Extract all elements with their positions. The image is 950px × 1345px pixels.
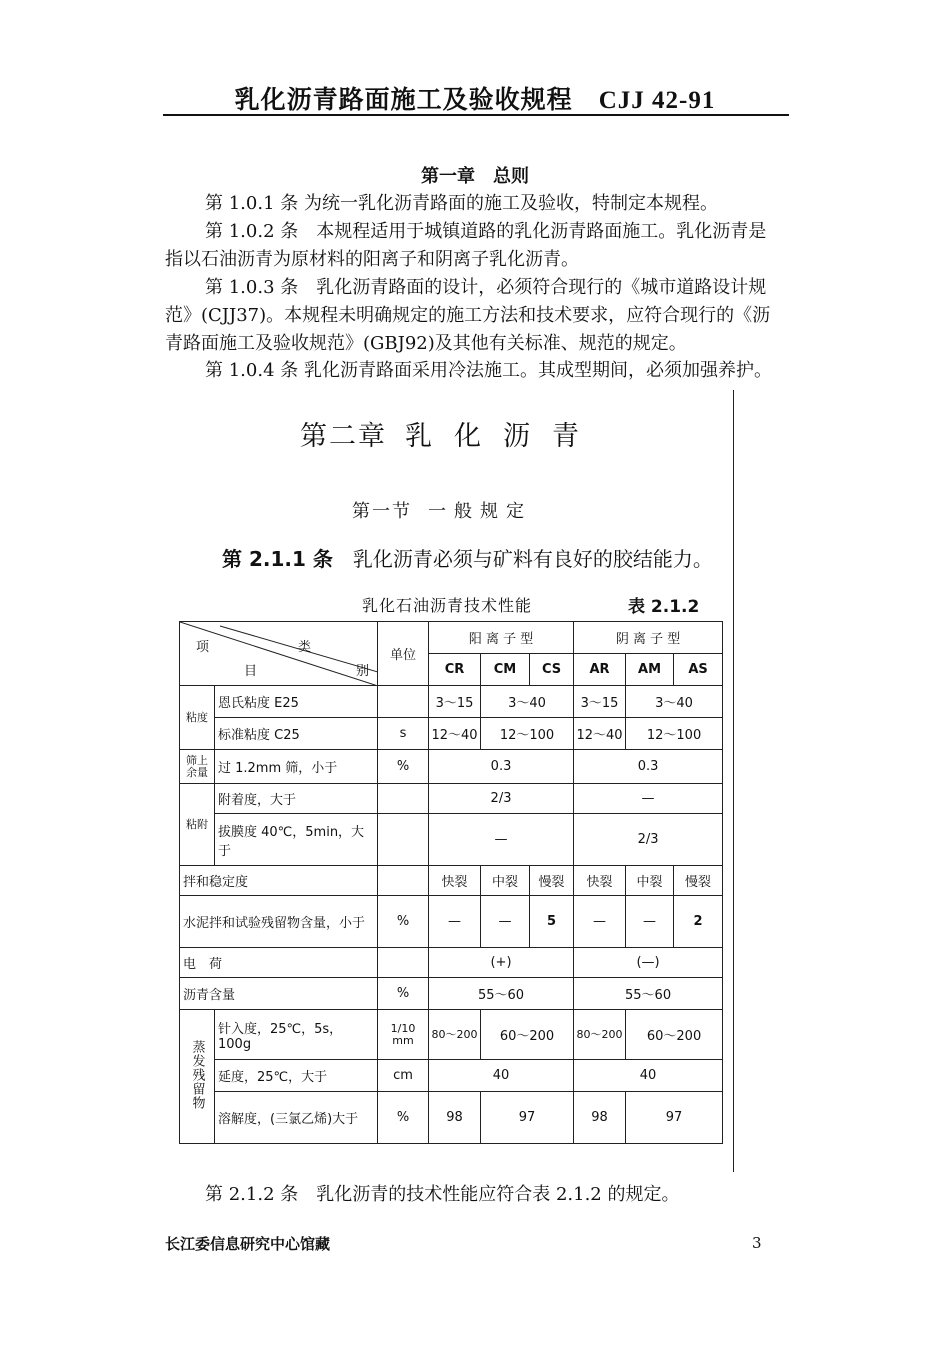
table-cell: 12～40 [574, 718, 626, 750]
table-number: 表 2.1.2 [628, 597, 700, 617]
footer-organization: 长江委信息研究中心馆藏 [165, 1235, 331, 1253]
table-cell: 2 [674, 896, 723, 948]
group-viscosity: 粘度 [180, 686, 215, 750]
chapter2-heading: 第二章 乳化沥青 [300, 421, 601, 452]
table-cell: 98 [574, 1092, 626, 1144]
diagonal-lines [180, 622, 378, 686]
article-1-0-3-line3: 青路面施工及验收规范》(GBJ92)及其他有关标准、规范的规定。 [165, 333, 687, 354]
table-caption: 乳化石油沥青技术性能 [362, 596, 533, 615]
table-cell: 1/10 mm [378, 1010, 429, 1060]
table-cell: 快裂 [429, 866, 481, 896]
table-cell: 3～15 [429, 686, 481, 718]
type-cm: CM [481, 654, 530, 686]
scan-edge-line [733, 390, 734, 1172]
group-evaporation: 蒸发残留物 [180, 1010, 215, 1144]
article-1-0-2-line1: 第 1.0.2 条 本规程适用于城镇道路的乳化沥青路面施工。乳化沥青是 [205, 221, 767, 242]
type-cs: CS [530, 654, 574, 686]
table-cell: 12～100 [481, 718, 574, 750]
table-cell: 快裂 [574, 866, 626, 896]
table-cell: % [378, 978, 429, 1010]
article-1-0-2-line2: 指以石油沥青为原材料的阳离子和阴离子乳化沥青。 [165, 249, 579, 270]
table-cell: 60～200 [481, 1010, 574, 1060]
cationic-header: 阳 离 子 型 [429, 622, 574, 654]
sieve-label: 过 1.2mm 筛，小于 [215, 750, 378, 784]
standard-code: CJJ 42-91 [598, 87, 716, 114]
anionic-header: 阴 离 子 型 [574, 622, 723, 654]
table-cell: 5 [530, 896, 574, 948]
adhesion-label: 附着度，大于 [215, 784, 378, 814]
charge-label: 电 荷 [180, 948, 378, 978]
type-ar: AR [574, 654, 626, 686]
table-cell: (—) [574, 948, 723, 978]
table-cell: 3～40 [481, 686, 574, 718]
type-am: AM [626, 654, 674, 686]
table-cell: s [378, 718, 429, 750]
chapter1-heading: 第一章 总则 [421, 166, 529, 187]
table-cell: (+) [429, 948, 574, 978]
table-cell: 12～40 [429, 718, 481, 750]
ductility-label: 延度，25℃，大于 [215, 1060, 378, 1092]
article-1-0-3-line1: 第 1.0.3 条 乳化沥青路面的设计，必须符合现行的《城市道路设计规 [205, 277, 767, 298]
table-cell: 3～40 [626, 686, 723, 718]
table-cell: 40 [429, 1060, 574, 1092]
table-cell: 3～15 [574, 686, 626, 718]
asphalt-content-label: 沥青含量 [180, 978, 378, 1010]
table-cell: 慢裂 [530, 866, 574, 896]
solubility-label: 溶解度，(三氯乙烯)大于 [215, 1092, 378, 1144]
std-viscosity-label: 标准粘度 C25 [215, 718, 378, 750]
table-cell: — [481, 896, 530, 948]
table-cell: 中裂 [626, 866, 674, 896]
title-text: 乳化沥青路面施工及验收规程 [234, 85, 573, 114]
mix-stability-label: 拌和稳定度 [180, 866, 378, 896]
engler-label: 恩氏粘度 E25 [215, 686, 378, 718]
emulsion-spec-table [179, 621, 723, 1144]
article-1-0-1: 第 1.0.1 条 为统一乳化沥青路面的施工及验收，特制定本规程。 [205, 193, 718, 214]
table-cell: 98 [429, 1092, 481, 1144]
table-cell: — [429, 814, 574, 866]
table-cell: cm [378, 1060, 429, 1092]
table-cell: — [626, 896, 674, 948]
table-cell: 中裂 [481, 866, 530, 896]
cement-test-label: 水泥拌和试验残留物含量，小于 [180, 896, 378, 948]
group-adhesion: 粘附 [180, 784, 215, 866]
table-cell: % [378, 896, 429, 948]
type-cr: CR [429, 654, 481, 686]
table-cell: 12～100 [626, 718, 723, 750]
table-cell: — [574, 896, 626, 948]
header-rule [163, 114, 789, 116]
table-cell: — [574, 784, 723, 814]
table-cell: 80～200 [429, 1010, 481, 1060]
diagonal-header-cell: 项 类 目 别 [180, 622, 378, 686]
table-cell: 慢裂 [674, 866, 723, 896]
film-label: 拔膜度 40℃，5min，大于 [215, 814, 378, 866]
table-cell: 0.3 [429, 750, 574, 784]
section1-heading: 第一节 一般规定 [352, 501, 532, 522]
table-cell: 2/3 [429, 784, 574, 814]
table-cell: 80～200 [574, 1010, 626, 1060]
table-cell: 60～200 [626, 1010, 723, 1060]
group-residue: 筛上余量 [180, 750, 215, 784]
table-cell: 40 [574, 1060, 723, 1092]
type-as: AS [674, 654, 723, 686]
penetration-label: 针入度，25℃，5s，100g [215, 1010, 378, 1060]
document-title [0, 80, 950, 116]
page-number: 3 [752, 1234, 762, 1252]
table-cell: 97 [626, 1092, 723, 1144]
unit-header: 单位 [378, 622, 429, 686]
table-cell: — [429, 896, 481, 948]
article-1-0-3-line2: 范》(CJJ37)。本规程未明确规定的施工方法和技术要求，应符合现行的《沥 [165, 305, 771, 326]
table-cell: 2/3 [574, 814, 723, 866]
table-cell: 97 [481, 1092, 574, 1144]
table-cell: 55～60 [574, 978, 723, 1010]
table-cell: % [378, 750, 429, 784]
article-2-1-1: 第 2.1.1 条 乳化沥青必须与矿料有良好的胶结能力。 [222, 547, 713, 571]
article-1-0-4: 第 1.0.4 条 乳化沥青路面采用冷法施工。其成型期间，必须加强养护。 [205, 360, 772, 381]
article-2-1-2: 第 2.1.2 条 乳化沥青的技术性能应符合表 2.1.2 的规定。 [205, 1184, 680, 1205]
table-cell: 55～60 [429, 978, 574, 1010]
table-cell: 0.3 [574, 750, 723, 784]
table-cell: % [378, 1092, 429, 1144]
